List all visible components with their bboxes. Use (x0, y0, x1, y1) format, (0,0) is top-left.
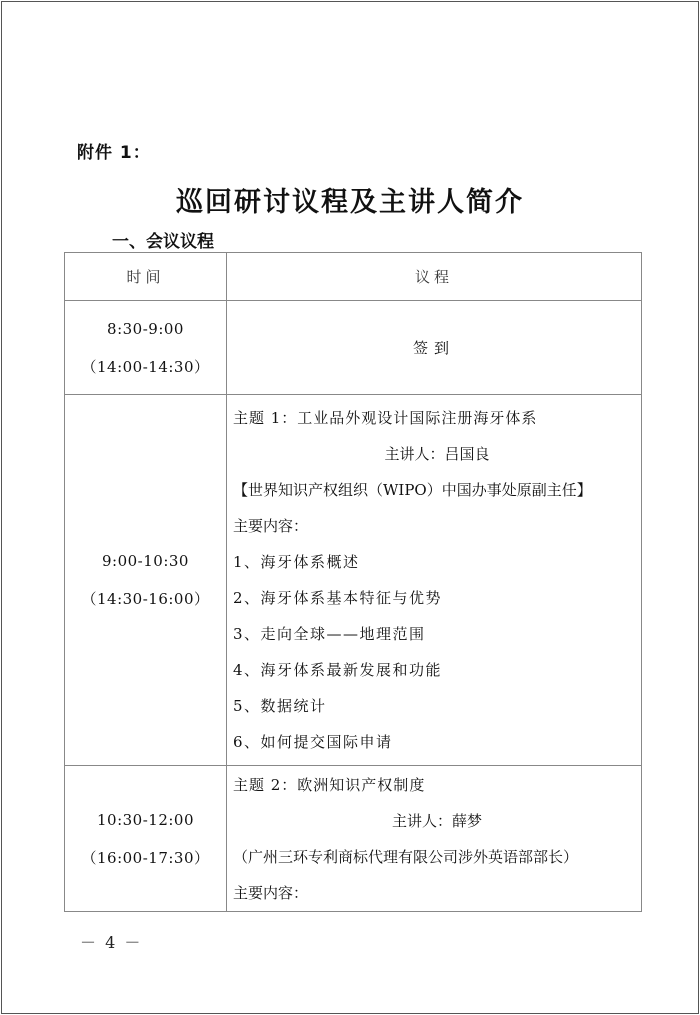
section-heading: 一、会议议程 (112, 232, 214, 252)
speaker-name: 主讲人：薛梦 (391, 812, 482, 830)
list-item: 4、海牙体系最新发展和功能 (233, 661, 443, 679)
time-morning: 9:00-10:30 (102, 552, 189, 570)
time-cell (65, 395, 227, 766)
list-item: 2、海牙体系基本特征与优势 (233, 589, 443, 607)
table-row (65, 766, 642, 912)
list-item: 5、数据统计 (233, 697, 327, 715)
header-time: 时间 (65, 253, 227, 301)
speaker-affiliation: （广州三环专利商标代理有限公司涉外英语部部长） (233, 848, 579, 866)
header-agenda: 议程 (227, 253, 642, 301)
list-item: 1、海牙体系概述 (233, 553, 360, 571)
list-item: 3、走向全球——地理范围 (233, 625, 426, 643)
speaker-name: 主讲人：吕国良 (384, 445, 490, 463)
table-row (65, 301, 642, 395)
table-header-row (65, 253, 642, 301)
time-cell (65, 766, 227, 912)
topic-title: 主题 2：欧洲知识产权制度 (233, 776, 426, 794)
table-row (65, 395, 642, 766)
time-afternoon: （14:30-16:00） (81, 590, 210, 608)
agenda-cell (227, 766, 642, 912)
page-number: － 4 － (80, 933, 143, 952)
attachment-label: 附件 1： (77, 143, 151, 163)
time-afternoon: （14:00-14:30） (81, 357, 210, 376)
document-title: 巡回研讨议程及主讲人简介 (176, 187, 524, 218)
topic-title: 主题 1：工业品外观设计国际注册海牙体系 (233, 409, 538, 427)
agenda-cell (227, 395, 642, 766)
time-morning: 10:30-12:00 (96, 810, 195, 829)
main-content-label: 主要内容： (233, 517, 309, 535)
time-morning: 8:30-9:00 (107, 319, 184, 338)
signin-cell: 签到 (227, 301, 642, 395)
time-cell (65, 301, 227, 395)
list-item: 6、如何提交国际申请 (233, 733, 393, 751)
time-afternoon: （16:00-17:30） (81, 848, 210, 867)
main-content-label: 主要内容： (233, 884, 309, 902)
speaker-affiliation: 【世界知识产权组织（WIPO）中国办事处原副主任】 (233, 481, 592, 499)
agenda-table (64, 252, 642, 912)
